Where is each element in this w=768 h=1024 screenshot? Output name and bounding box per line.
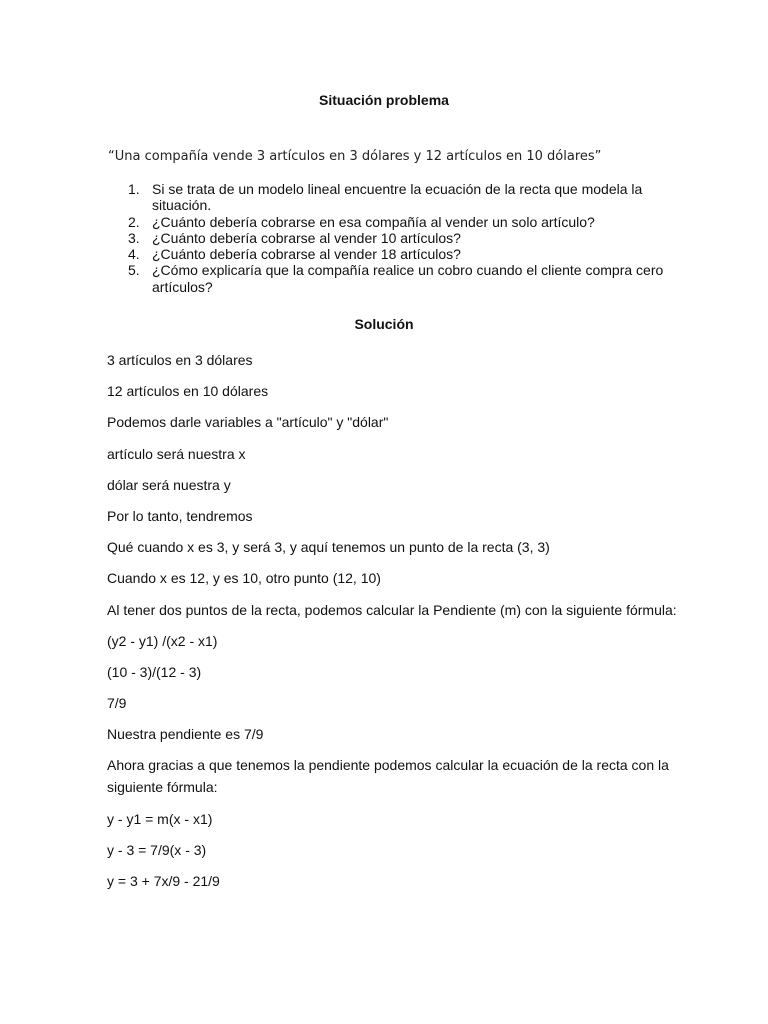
question-number: 4.: [128, 246, 140, 263]
formula-line: (10 - 3)/(12 - 3): [107, 663, 202, 680]
question-item: [108, 246, 668, 262]
solution-line: 12 artículos en 10 dólares: [107, 383, 269, 400]
question-number: 3.: [128, 229, 140, 246]
solution-line: dólar será nuestra y: [107, 476, 231, 493]
solution-line: Qué cuando x es 3, y será 3, y aquí tenemos un punto de la recta (3, 3): [107, 539, 550, 556]
solution-line: artículo será nuestra x: [107, 445, 246, 462]
formula-line: (y2 - y1) /(x2 - x1): [107, 632, 218, 649]
solution-line: Podemos darle variables a "artículo" y "dólar": [107, 414, 389, 431]
question-list: [108, 181, 668, 295]
page-title: Situación problema: [319, 92, 449, 108]
solution-line: 3 artículos en 3 dólares: [107, 352, 253, 368]
formula-line: y - 3 = 7/9(x - 3): [107, 841, 207, 858]
question-item: [108, 230, 668, 246]
solution-line: Por lo tanto, tendremos: [107, 507, 253, 524]
formula-line: y - y1 = m(x - x1): [107, 810, 213, 827]
problem-quote: “Una compañía vende 3 artículos en 3 dólares y 12 artículos en 10 dólares”: [108, 149, 602, 164]
question-text: ¿Cómo explicaría que la compañía realice un cobro cuando el cliente compra cero artículos?: [152, 262, 664, 295]
solution-line: Al tener dos puntos de la recta, podemos calcular la Pendiente (m) con la siguiente fórmula:: [107, 601, 677, 618]
formula-line: 7/9: [107, 695, 127, 712]
question-number: 1.: [128, 181, 140, 197]
question-item: [108, 214, 668, 230]
formula-line: y = 3 + 7x/9 - 21/9: [107, 873, 220, 889]
question-number: 5.: [128, 262, 140, 279]
question-text: Si se trata de un modelo lineal encuentre la ecuación de la recta que modela la situación.: [152, 181, 643, 214]
question-item: [108, 262, 668, 295]
question-item: [108, 181, 668, 214]
question-text: ¿Cuánto debería cobrarse en esa compañía al vender un solo artículo?: [152, 213, 595, 230]
solution-body: [107, 349, 677, 901]
solution-line: Ahora gracias a que tenemos la pendiente podemos calcular la ecuación de la recta con la siguiente fórmula:: [107, 757, 669, 796]
question-text: ¿Cuánto debería cobrarse al vender 18 artículos?: [152, 246, 461, 263]
solution-title: Solución: [354, 316, 414, 332]
solution-line: Cuando x es 12, y es 10, otro punto (12, 10): [107, 570, 381, 587]
question-text: ¿Cuánto debería cobrarse al vender 10 artículos?: [152, 229, 461, 246]
solution-line: Nuestra pendiente es 7/9: [107, 726, 264, 743]
question-number: 2.: [128, 213, 140, 230]
